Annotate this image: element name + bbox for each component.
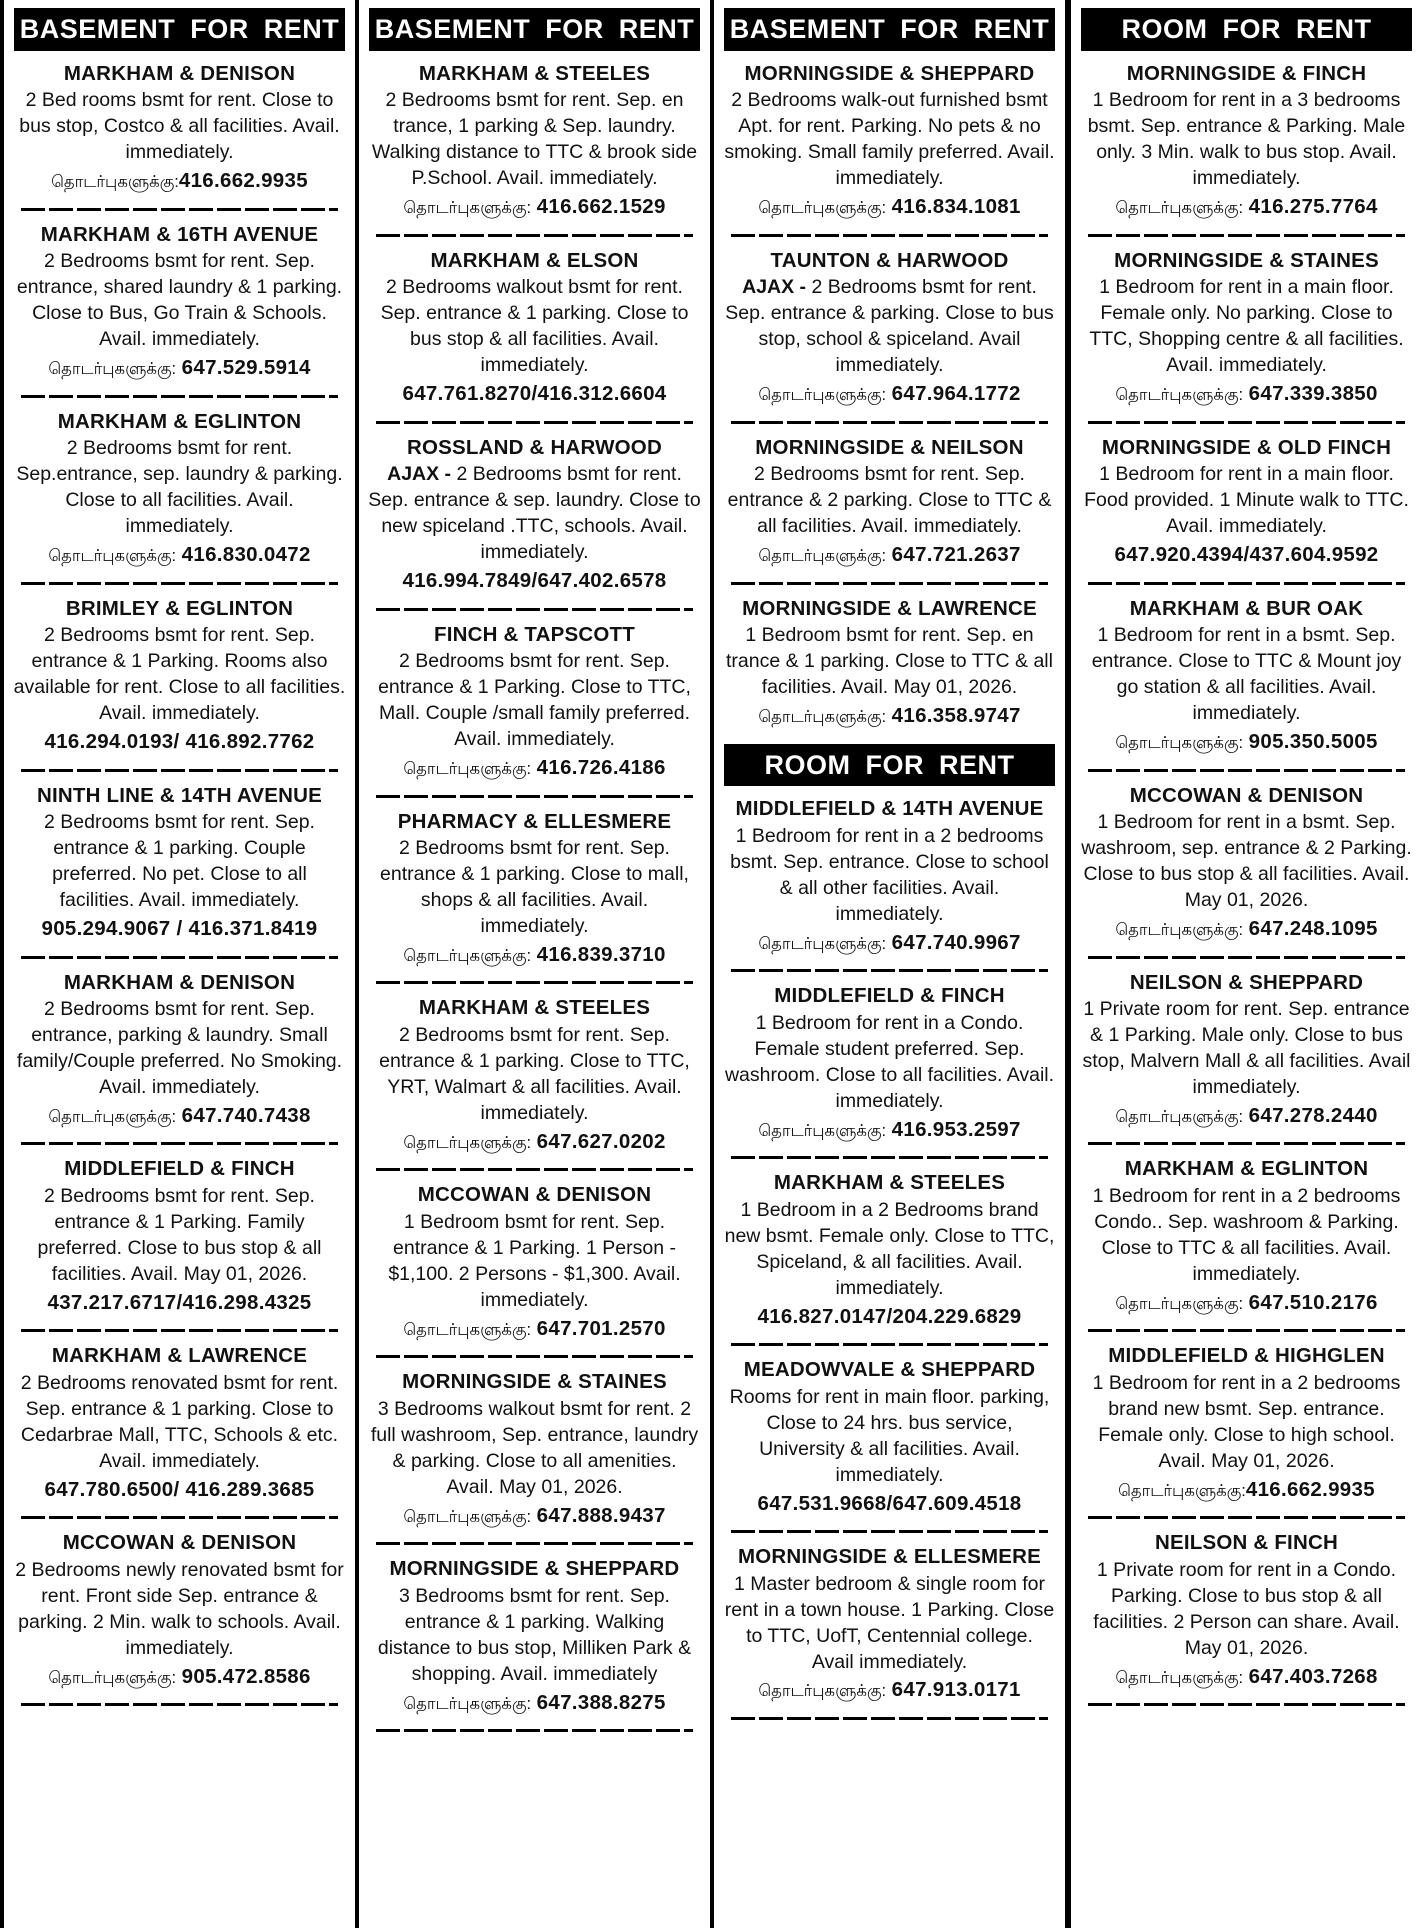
listing-body <box>1080 275 1413 379</box>
listing-body-text: 3 Bedrooms bsmt for rent. Sep. entrance & 1 parking. Walking distance to bus stop, Milliken Park & shopping. Avail. immediately <box>377 1584 692 1685</box>
listing-body-text: 2 Bedrooms bsmt for rent. Sep.entrance, sep. laundry & parking. Close to all facilities. Avail. immediately. <box>16 437 343 538</box>
phone-number: 647.248.1095 <box>1248 916 1378 940</box>
listing <box>13 409 346 569</box>
listing <box>1080 1530 1413 1690</box>
listing-separator <box>21 208 337 211</box>
listing-body-text: 1 Private room for rent. Sep. entrance & 1 Parking. Male only. Close to bus stop, Malvern Mall & all facilities. Avail immediately. <box>1082 998 1411 1098</box>
column-3 <box>710 0 1065 1928</box>
listing-contact <box>368 194 701 221</box>
phone-number: 416.827.0147/204.229.6829 <box>757 1304 1022 1328</box>
listing-contact <box>1080 381 1413 408</box>
listing-body-text: 2 Bedrooms bsmt for rent. Sep. entrance, parking & laundry. Small family/Couple preferred. No Smoking. Avail. immediately. <box>16 998 343 1098</box>
listing-body-text: 2 Bedrooms bsmt for rent. Sep. entrance & 2 parking. Close to TTC & all facilities. Avail. immediately. <box>727 463 1052 538</box>
listing <box>1080 61 1413 221</box>
contact-label: தொடர்புகளுக்கு: <box>403 946 532 965</box>
listing-contact <box>368 755 701 782</box>
listing <box>368 1369 701 1529</box>
listing-body <box>13 1371 346 1475</box>
phone-number: 905.350.5005 <box>1248 729 1378 753</box>
listing-contact <box>368 568 701 595</box>
listing-contact <box>723 1117 1056 1144</box>
listing-contact <box>723 930 1056 957</box>
listing-body <box>1080 997 1413 1101</box>
listing-body <box>368 462 701 566</box>
listing-title: FINCH & TAPSCOTT <box>434 622 635 646</box>
listing-title: MORNINGSIDE & NEILSON <box>755 435 1024 459</box>
listing-body <box>368 1397 701 1501</box>
listing-separator <box>1088 1516 1404 1519</box>
listing-separator <box>376 421 692 424</box>
listing-contact <box>723 194 1056 221</box>
listing-body <box>13 249 346 353</box>
phone-number: 647.913.0171 <box>891 1678 1021 1702</box>
listing-body <box>723 1198 1056 1302</box>
listing <box>13 970 346 1130</box>
listing-contact <box>1080 916 1413 943</box>
section-header: ROOM FOR RENT <box>724 744 1055 787</box>
listing-body <box>1080 810 1413 914</box>
listing-body <box>723 462 1056 540</box>
listing <box>13 61 346 195</box>
listing <box>1080 1343 1413 1503</box>
phone-number: 647.627.0202 <box>536 1129 666 1153</box>
listing-title: MIDDLEFIELD & HIGHGLEN <box>1108 1344 1385 1368</box>
listing <box>368 61 701 221</box>
listing-contact <box>13 542 346 569</box>
listing <box>1080 596 1413 756</box>
listing-contact <box>13 729 346 756</box>
listing-title: MORNINGSIDE & SHEPPARD <box>744 61 1035 85</box>
listing-contact <box>368 1316 701 1343</box>
listing-contact <box>368 381 701 408</box>
contact-label: தொடர்புகளுக்கு: <box>403 759 532 778</box>
phone-number: 416.839.3710 <box>536 942 666 966</box>
listing-separator <box>376 1729 692 1732</box>
listing <box>1080 783 1413 943</box>
listing-title: MORNINGSIDE & STAINES <box>402 1370 667 1394</box>
listing-body <box>368 1023 701 1127</box>
phone-number: 647.403.7268 <box>1248 1664 1378 1688</box>
listing-title: MARKHAM & LAWRENCE <box>51 1344 308 1368</box>
phone-number: 416.662.9935 <box>1245 1477 1375 1501</box>
listing-separator <box>1088 769 1404 772</box>
listing-body <box>723 1572 1056 1676</box>
listing-title: MARKHAM & STEELES <box>773 1171 1006 1195</box>
listing <box>368 622 701 782</box>
listing-title: MCCOWAN & DENISON <box>1129 783 1364 807</box>
section-header: BASEMENT FOR RENT <box>369 8 700 51</box>
listing-contact <box>13 1477 346 1504</box>
listing-contact <box>13 916 346 943</box>
listing-title: PHARMACY & ELLESMERE <box>397 809 672 833</box>
listing-body <box>368 649 701 753</box>
listing-body <box>368 88 701 192</box>
phone-number: 647.740.7438 <box>181 1103 311 1127</box>
listing-body-text: 2 Bedrooms walkout bsmt for rent. Sep. entrance & 1 parking. Close to bus stop & all facilities. Avail. immediately. <box>380 276 689 377</box>
listing-title: MARKHAM & EGLINTON <box>57 409 302 433</box>
listing <box>723 248 1056 408</box>
phone-number: 647.964.1772 <box>891 381 1021 405</box>
phone-number: 416.294.0193/ 416.892.7762 <box>44 729 315 753</box>
listing-body-text: 2 Bedrooms bsmt for rent. Sep. entrance & 1 parking. Close to TTC, YRT, Walmart & all facilities. Avail. immediately. <box>379 1024 690 1124</box>
listing-title: MARKHAM & STEELES <box>418 61 651 85</box>
listing-body <box>723 1011 1056 1115</box>
section-header: BASEMENT FOR RENT <box>724 8 1055 51</box>
listing-title: MARKHAM & EGLINTON <box>1124 1157 1369 1181</box>
listing-separator <box>731 1156 1047 1159</box>
listing-title: MORNINGSIDE & OLD FINCH <box>1101 435 1392 459</box>
listing-title: ROSSLAND & HARWOOD <box>407 435 662 459</box>
listing-body <box>1080 1371 1413 1475</box>
listing-title: MORNINGSIDE & SHEPPARD <box>389 1557 680 1581</box>
listing-separator <box>731 1530 1047 1533</box>
listing-body-text: 2 Bedrooms bsmt for rent. Sep. en trance, 1 parking & Sep. laundry. Walking distance to TTC & brook side P.School. Avail. immediately. <box>371 89 698 190</box>
listing-lead: AJAX - <box>387 463 457 486</box>
listing-title: MCCOWAN & DENISON <box>417 1183 652 1207</box>
listing-contact <box>13 1290 346 1317</box>
phone-number: 647.531.9668/647.609.4518 <box>757 1491 1022 1515</box>
listing-title: TAUNTON & HARWOOD <box>770 248 1009 272</box>
contact-label: தொடர்புகளுக்கு: <box>403 1694 532 1713</box>
phone-number: 647.388.8275 <box>536 1690 666 1714</box>
listing-separator <box>21 956 337 959</box>
listing-title: MIDDLEFIELD & 14TH AVENUE <box>735 797 1044 821</box>
listing-title: MORNINGSIDE & LAWRENCE <box>742 596 1037 620</box>
listing-title: MARKHAM & DENISON <box>63 61 296 85</box>
listing-separator <box>1088 1703 1404 1706</box>
listing <box>723 435 1056 569</box>
phone-number: 416.358.9747 <box>891 704 1021 728</box>
listing <box>723 1170 1056 1330</box>
phone-number: 647.510.2176 <box>1248 1290 1378 1314</box>
contact-label: தொடர்புகளுக்கு: <box>403 1133 532 1152</box>
listing-body-text: 1 Bedroom for rent in a 2 bedrooms Condo.. Sep. washroom & Parking. Close to TTC & all facilities. Avail. immediately. <box>1092 1185 1401 1285</box>
listing-body-text: 1 Bedroom for rent in a bsmt. Sep. washroom, sep. entrance & 2 Parking. Close to bus stop & all facilities. Avail. May 01, 2026. <box>1081 811 1412 911</box>
listing-title: NINTH LINE & 14TH AVENUE <box>37 783 322 807</box>
contact-label: தொடர்புகளுக்கு: <box>1115 1107 1244 1126</box>
listing-separator <box>1088 582 1404 585</box>
listing <box>13 596 346 756</box>
listing-title: MIDDLEFIELD & FINCH <box>64 1157 295 1181</box>
listing-separator <box>731 1343 1047 1346</box>
listing-contact <box>368 942 701 969</box>
listing-body-text: 2 Bedrooms newly renovated bsmt for rent. Front side Sep. entrance & parking. 2 Min. walk to schools. Avail. immediately. <box>15 1559 344 1659</box>
listing-body-text: 2 Bedrooms bsmt for rent. Sep. entrance & 1 parking. Close to mall, shops & all facilities. Avail. immediately. <box>380 837 689 937</box>
contact-label: தொடர்புகளுக்கு: <box>758 546 887 565</box>
listing-separator <box>21 1142 337 1145</box>
listing-title: MARKHAM & ELSON <box>430 248 639 272</box>
listing-body <box>723 824 1056 928</box>
listing-title: MORNINGSIDE & ELLESMERE <box>737 1545 1041 1569</box>
listing-contact <box>1080 1664 1413 1691</box>
phone-number: 416.834.1081 <box>891 195 1021 218</box>
listing-separator <box>731 582 1047 585</box>
listing-body <box>13 1558 346 1662</box>
listing-body-text: Rooms for rent in main floor. parking, Close to 24 hrs. bus service, University & all facilities. Avail. immediately. <box>729 1385 1050 1486</box>
listing-separator <box>376 1355 692 1358</box>
phone-number: 647.780.6500/ 416.289.3685 <box>44 1477 315 1501</box>
column-2 <box>355 0 710 1928</box>
listing-contact <box>723 542 1056 569</box>
listing-title: MCCOWAN & DENISON <box>62 1531 297 1555</box>
column-4 <box>1065 0 1422 1928</box>
listing <box>368 248 701 408</box>
listing-body <box>1080 623 1413 727</box>
listing <box>368 809 701 969</box>
phone-number: 416.994.7849/647.402.6578 <box>402 568 667 592</box>
listing-contact <box>13 1103 346 1130</box>
listing <box>723 983 1056 1143</box>
contact-label: தொடர்புகளுக்கு: <box>403 1507 532 1526</box>
listing-contact <box>368 1129 701 1156</box>
listing-separator <box>376 608 692 611</box>
listing-separator <box>376 981 692 984</box>
listing-separator <box>376 234 692 237</box>
phone-number: 647.721.2637 <box>891 542 1021 566</box>
listing-separator <box>1088 1142 1404 1145</box>
listing-body-text: 1 Bedroom for rent in a Condo. Female student preferred. Sep. washroom. Close to all facilities. Avail. immediately. <box>724 1011 1055 1112</box>
listing-body <box>368 836 701 940</box>
listing-body <box>13 810 346 914</box>
listing-body-text: 2 Bedrooms bsmt for rent. Sep. entrance & 1 Parking. Family preferred. Close to bus stop & all facilities. Avail. May 01, 2026. <box>37 1185 322 1285</box>
contact-label: தொடர்புகளுக்கு: <box>48 546 177 565</box>
listing-separator <box>376 1168 692 1171</box>
listing <box>723 1357 1056 1517</box>
listing-body-text: 2 Bed rooms bsmt for rent. Close to bus stop, Costco & all facilities. Avail. immediately. <box>19 89 340 164</box>
contact-label: தொடர்புகளுக்கு: <box>758 1682 887 1701</box>
listing <box>723 796 1056 956</box>
listing-body-text: 2 Bedrooms walk-out furnished bsmt Apt. for rent. Parking. No pets & no smoking. Small family preferred. Avail. immediately. <box>724 89 1055 190</box>
contact-label: தொடர்புகளுக்கு: <box>758 199 887 217</box>
listing-separator <box>731 421 1047 424</box>
contact-label: தொடர்புகளுக்கு: <box>51 173 179 192</box>
listing-title: BRIMLEY & EGLINTON <box>65 596 294 620</box>
listing <box>723 1544 1056 1704</box>
listing-body-text: 1 Bedroom bsmt for rent. Sep. en trance & 1 parking. Close to TTC & all facilities. Avail. May 01, 2026. <box>726 624 1053 699</box>
listing-contact <box>1080 1477 1413 1504</box>
contact-label: தொடர்புகளுக்கு: <box>1115 1294 1244 1313</box>
contact-label: தொடர்புகளுக்கு: <box>403 1320 532 1339</box>
listing <box>13 1530 346 1690</box>
listing-body <box>13 436 346 540</box>
phone-number: 437.217.6717/416.298.4325 <box>47 1290 312 1314</box>
listing-body <box>13 997 346 1101</box>
phone-number: 647.740.9967 <box>891 930 1021 954</box>
listing-contact <box>723 1491 1056 1518</box>
listing-contact <box>1080 1290 1413 1317</box>
listing-title: NEILSON & SHEPPARD <box>1129 970 1364 994</box>
listing <box>723 596 1056 730</box>
listing-separator <box>21 1703 337 1706</box>
listing-body-text: 1 Master bedroom & single room for rent in a town house. 1 Parking. Close to TTC, UofT, Centennial college. Avail immediately. <box>724 1572 1055 1673</box>
listing-body-text: 2 Bedrooms bsmt for rent. Sep. entrance, shared laundry & 1 parking. Close to Bus, Go Train & Schools. Avail. immediately. <box>16 250 343 351</box>
listing-separator <box>21 582 337 585</box>
listing-body <box>368 275 701 379</box>
listing-separator <box>1088 1329 1404 1332</box>
listing-separator <box>731 969 1047 972</box>
listing-contact <box>723 703 1056 730</box>
phone-number: 416.830.0472 <box>181 542 311 566</box>
listing-body-text: 1 Bedroom in a 2 Bedrooms brand new bsmt. Female only. Close to TTC, Spiceland, & all facilities. Avail. immediately. <box>724 1198 1055 1299</box>
listing <box>13 1343 346 1503</box>
listing-title: MARKHAM & 16TH AVENUE <box>40 222 319 246</box>
listing <box>723 61 1056 221</box>
phone-number: 905.294.9067 / 416.371.8419 <box>41 916 318 940</box>
phone-number: 416.275.7764 <box>1248 195 1378 218</box>
listing-body-text: 1 Bedroom bsmt for rent. Sep. entrance & 1 Parking. 1 Person - $1,100. 2 Persons - $1,300. Avail. immediately. <box>388 1211 681 1311</box>
listing <box>1080 248 1413 408</box>
listing <box>13 1156 346 1316</box>
listing <box>368 995 701 1155</box>
contact-label: தொடர்புகளுக்கு: <box>758 934 887 953</box>
contact-label: தொடர்புகளுக்கு: <box>1115 920 1244 939</box>
listing-contact <box>13 1664 346 1691</box>
listing-contact <box>723 1677 1056 1704</box>
contact-label: தொடர்புகளுக்கு: <box>758 385 887 404</box>
listing-body-text: 1 Bedroom for rent in a bsmt. Sep. entrance. Close to TTC & Mount joy go station & all facilities. Avail. immediately. <box>1091 624 1402 725</box>
phone-number: 416.726.4186 <box>536 755 666 779</box>
contact-label: தொடர்புகளுக்கு: <box>1115 199 1244 217</box>
listing-body-text: 2 Bedrooms bsmt for rent. Sep. entrance & 1 Parking. Close to TTC, Mall. Couple /small family preferred. Avail. immediately. <box>378 650 691 750</box>
listing-title: MARKHAM & STEELES <box>418 996 651 1020</box>
phone-number: 647.761.8270/416.312.6604 <box>402 381 667 405</box>
listing-body <box>13 88 346 166</box>
phone-number: 647.278.2440 <box>1248 1103 1378 1127</box>
listing <box>368 435 701 595</box>
listing-separator <box>376 1542 692 1545</box>
section-header: ROOM FOR RENT <box>1081 8 1412 51</box>
contact-label: தொடர்புகளுக்கு: <box>1118 1481 1246 1500</box>
listing-separator <box>1088 234 1404 237</box>
listing-contact <box>1080 1103 1413 1130</box>
phone-number: 905.472.8586 <box>181 1664 311 1688</box>
listing-lead: AJAX - <box>742 276 812 299</box>
listing-body <box>723 275 1056 379</box>
listing-separator <box>21 395 337 398</box>
listing-separator <box>1088 956 1404 959</box>
listing-body-text: 1 Bedroom for rent in a 3 bedrooms bsmt. Sep. entrance & Parking. Male only. 3 Min. walk to bus stop. Avail. immediately. <box>1087 89 1406 190</box>
listing-title: MIDDLEFIELD & FINCH <box>774 984 1005 1008</box>
listing-body-text: 2 Bedrooms bsmt for rent. Sep. entrance & 1 Parking. Rooms also available for rent. Close to all facilities. Avail. immediately. <box>13 624 346 725</box>
listing-body-text: 3 Bedrooms walkout bsmt for rent. 2 full washroom, Sep. entrance, laundry & parking. Close to all amenities. Avail. May 01, 2026. <box>370 1397 699 1498</box>
contact-label: தொடர்புகளுக்கு: <box>1115 385 1244 404</box>
listing-separator <box>731 1717 1047 1720</box>
listing <box>13 783 346 943</box>
section-header: BASEMENT FOR RENT <box>14 8 345 51</box>
listing <box>368 1182 701 1342</box>
contact-label: தொடர்புகளுக்கு: <box>1115 1668 1244 1687</box>
listing-body <box>1080 88 1413 192</box>
listing-contact <box>13 355 346 382</box>
listing-body-text: 1 Bedroom for rent in a 2 bedrooms brand new bsmt. Sep. entrance. Female only. Close to high school. Avail. May 01, 2026. <box>1092 1372 1401 1472</box>
phone-number: 647.529.5914 <box>181 356 311 380</box>
listing-body-text: 2 Bedrooms renovated bsmt for rent. Sep. entrance & 1 parking. Close to Cedarbrae Mall, TTC, Schools & etc. Avail. immediately. <box>20 1372 339 1472</box>
listing-contact <box>723 1304 1056 1331</box>
phone-number: 647.701.2570 <box>536 1316 666 1340</box>
listing <box>13 222 346 382</box>
listing <box>1080 970 1413 1130</box>
phone-number: 647.920.4394/437.604.9592 <box>1114 542 1379 566</box>
phone-number: 416.953.2597 <box>891 1117 1021 1141</box>
contact-label: தொடர்புகளுக்கு: <box>403 199 532 217</box>
listing-body-text: 1 Bedroom for rent in a main floor. Female only. No parking. Close to TTC, Shopping centre & all facilities. Avail. immediately. <box>1089 276 1404 377</box>
listing-separator <box>21 1329 337 1332</box>
listing-title: MORNINGSIDE & STAINES <box>1114 248 1379 272</box>
listing-body-text: 1 Bedroom for rent in a main floor. Food provided. 1 Minute walk to TTC. Avail. immediately. <box>1084 463 1409 538</box>
listing-body-text: 2 Bedrooms bsmt for rent. Sep. entrance & 1 parking. Couple preferred. No pet. Close to all facilities. Avail. immediately. <box>44 811 315 911</box>
listing-body-text: 1 Bedroom for rent in a 2 bedrooms bsmt. Sep. entrance. Close to school & all other facilities. Avail. immediately. <box>730 824 1049 925</box>
listing-body <box>723 623 1056 701</box>
phone-number: 416.662.1529 <box>536 195 666 218</box>
listing-separator <box>21 769 337 772</box>
listing-body <box>1080 462 1413 540</box>
listing-body <box>13 1184 346 1288</box>
listing-contact <box>1080 729 1413 756</box>
listing-title: MARKHAM & BUR OAK <box>1129 596 1364 620</box>
listing-body <box>723 88 1056 192</box>
contact-label: தொடர்புகளுக்கு: <box>758 708 887 727</box>
phone-number: 647.888.9437 <box>536 1503 666 1527</box>
listing-separator <box>376 795 692 798</box>
contact-label: தொடர்புகளுக்கு: <box>1115 733 1244 752</box>
contact-label: தொடர்புகளுக்கு: <box>48 360 177 379</box>
listing-contact <box>368 1503 701 1530</box>
listing <box>1080 435 1413 569</box>
listing-title: MEADOWVALE & SHEPPARD <box>743 1358 1036 1382</box>
listing <box>1080 1156 1413 1316</box>
listing-body <box>368 1210 701 1314</box>
phone-number: 647.339.3850 <box>1248 381 1378 405</box>
contact-label: தொடர்புகளுக்கு: <box>48 1107 177 1126</box>
listing-body-text: 2 Bedrooms bsmt for rent. Sep. entrance & sep. laundry. Close to new spiceland .TTC, schools. Avail. immediately. <box>368 463 701 563</box>
listing-contact <box>1080 194 1413 221</box>
phone-number: 416.662.9935 <box>178 169 308 193</box>
listing-body-text: 2 Bedrooms bsmt for rent. Sep. entrance & parking. Close to bus stop, school & spiceland. Avail immediately. <box>725 276 1054 377</box>
listing-contact <box>723 381 1056 408</box>
listing-body <box>1080 1558 1413 1662</box>
listing-contact <box>13 168 346 195</box>
listing-separator <box>731 234 1047 237</box>
listing-body <box>1080 1184 1413 1288</box>
listing-body-text: 1 Private room for rent in a Condo. Parking. Close to bus stop & all facilities. 2 Person can share. Avail. May 01, 2026. <box>1093 1559 1400 1659</box>
listing-title: MORNINGSIDE & FINCH <box>1126 61 1367 85</box>
contact-label: தொடர்புகளுக்கு: <box>48 1668 177 1687</box>
listing-body <box>368 1584 701 1688</box>
column-1 <box>4 0 355 1928</box>
listing-body <box>13 623 346 727</box>
listing-contact <box>1080 542 1413 569</box>
listing-title: NEILSON & FINCH <box>1155 1531 1338 1555</box>
listing-title: MARKHAM & DENISON <box>63 970 296 994</box>
listing-separator <box>21 1516 337 1519</box>
listing <box>368 1556 701 1716</box>
listing-contact <box>368 1690 701 1717</box>
contact-label: தொடர்புகளுக்கு: <box>758 1121 887 1140</box>
listing-separator <box>1088 421 1404 424</box>
listing-body <box>723 1385 1056 1489</box>
